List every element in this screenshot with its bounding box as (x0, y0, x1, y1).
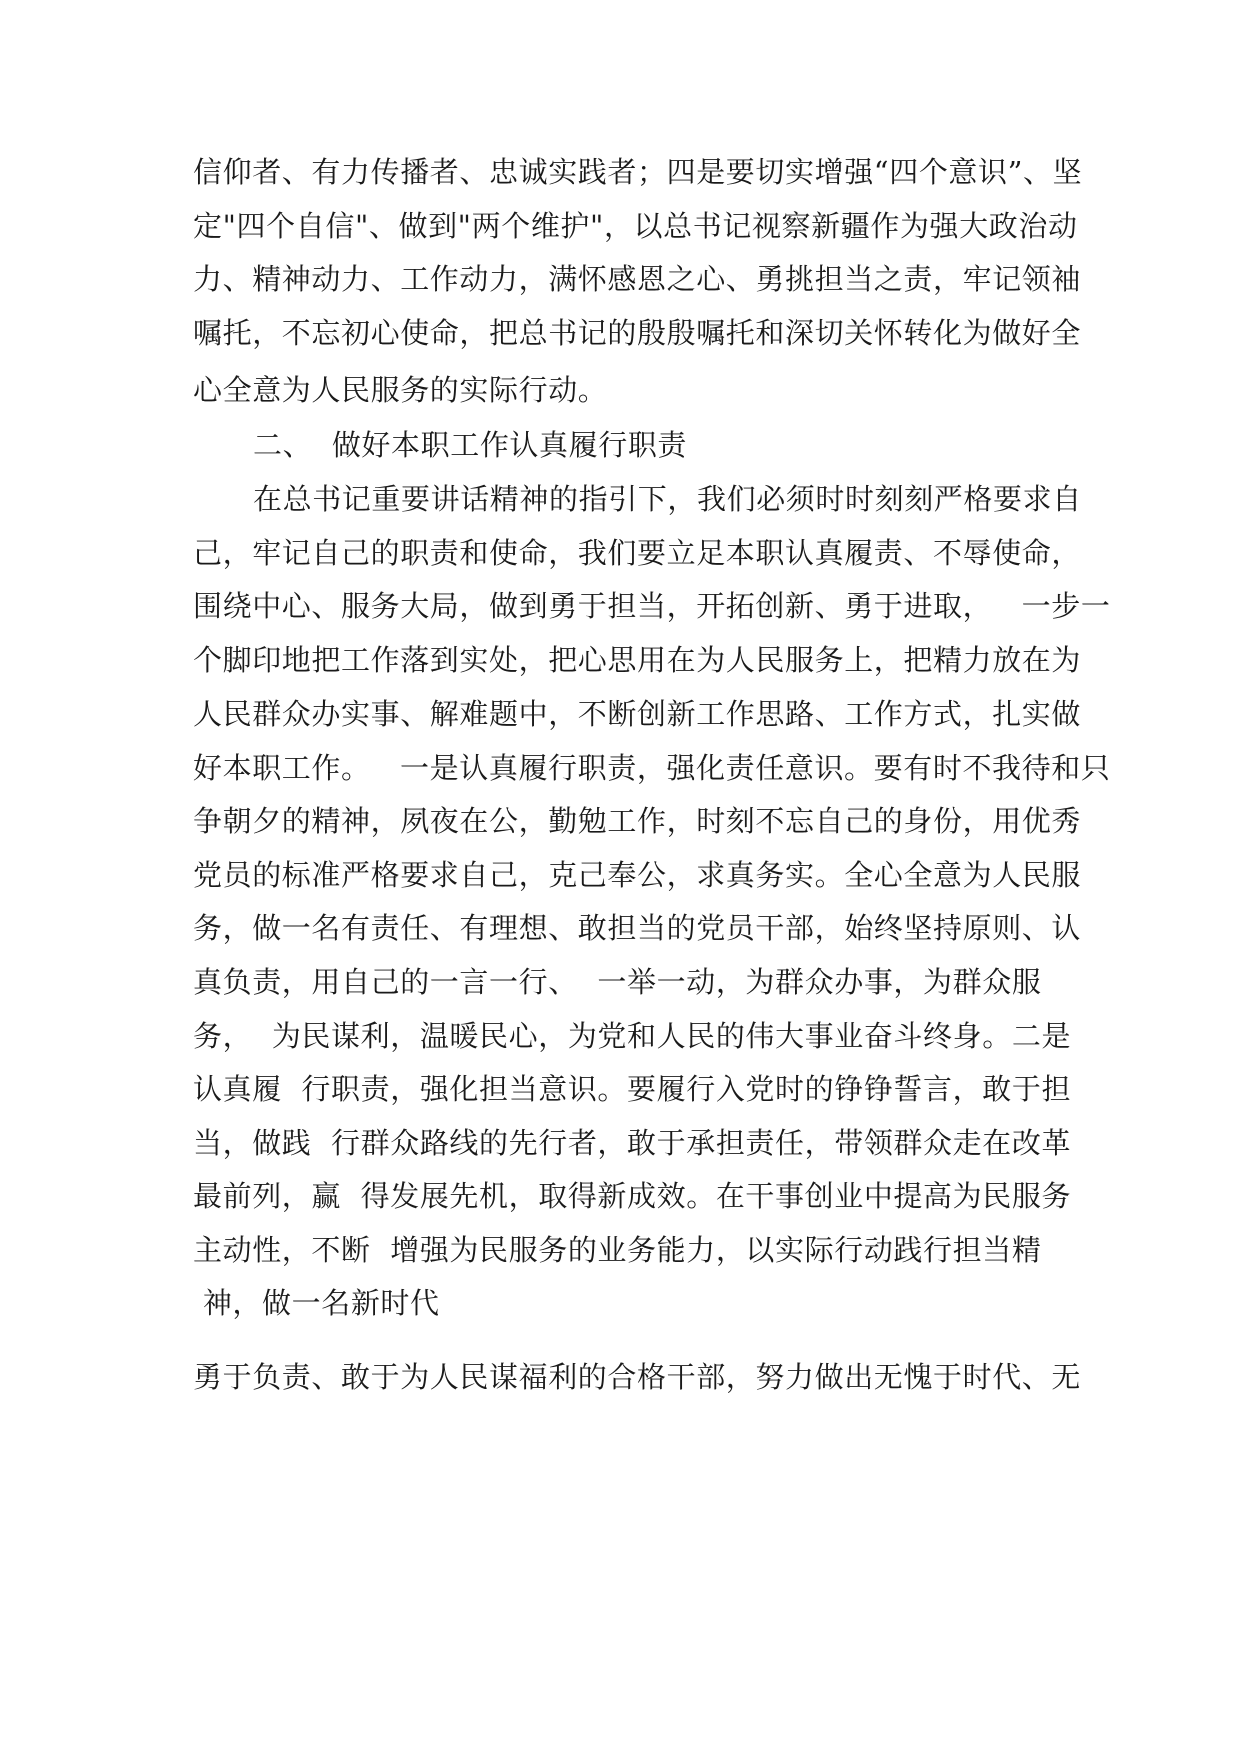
text-line: 当，做践 行群众路线的先行者，敢于承担责任，带领群众走在改革 (193, 1126, 1072, 1160)
text-line: 真负责，用自己的一言一行、 一举一动，为群众办事，为群众服 (193, 965, 1042, 999)
text-line: 信仰者、有力传播者、忠诚实践者；四是要切实增强“四个意识”、坚 (193, 155, 1083, 189)
text-line: 认真履 行职责，强化担当意识。要履行入党时的铮铮誓言，敢于担 (193, 1072, 1072, 1106)
text-line: 在总书记重要讲话精神的指引下，我们必须时时刻刻严格要求自 (253, 482, 1082, 516)
text-line: 党员的标准严格要求自己，克己奉公，求真务实。全心全意为人民服 (193, 858, 1082, 892)
text-line: 人民群众办实事、解难题中，不断创新工作思路、工作方式，扎实做 (193, 697, 1082, 731)
text-line: 争朝夕的精神，夙夜在公，勤勉工作，时刻不忘自己的身份，用优秀 (193, 804, 1082, 838)
text-line: 好本职工作。 一是认真履行职责，强化责任意识。要有时不我待和只 (193, 751, 1111, 785)
text-line: 神，做一名新时代 (193, 1286, 440, 1320)
text-line: 勇于负责、敢于为人民谋福利的合格干部，努力做出无愧于时代、无 (193, 1360, 1082, 1394)
text-line: 定"四个自信"、做到"两个维护"，以总书记视察新疆作为强大政治动 (193, 209, 1078, 243)
text-line: 己，牢记自己的职责和使命，我们要立足本职认真履责、不辱使命， (193, 536, 1082, 570)
text-line: 务， 为民谋利，温暖民心，为党和人民的伟大事业奋斗终身。二是 (193, 1019, 1072, 1053)
text-line: 主动性，不断 增强为民服务的业务能力，以实际行动践行担当精 (193, 1233, 1042, 1267)
text-line: 个脚印地把工作落到实处，把心思用在为人民服务上，把精力放在为 (193, 643, 1082, 677)
text-line: 力、精神动力、工作动力，满怀感恩之心、勇挑担当之责，牢记领袖 (193, 262, 1082, 296)
section-heading: 二、 做好本职工作认真履行职责 (253, 428, 688, 462)
text-line: 最前列，赢 得发展先机，取得新成效。在干事创业中提高为民服务 (193, 1179, 1072, 1213)
text-line: 务，做一名有责任、有理想、敢担当的党员干部，始终坚持原则、认 (193, 911, 1082, 945)
text-line: 围绕中心、服务大局，做到勇于担当，开拓创新、勇于进取， 一步一 (193, 589, 1111, 623)
text-line: 嘱托，不忘初心使命，把总书记的殷殷嘱托和深切关怀转化为做好全 (193, 316, 1082, 350)
text-line: 心全意为人民服务的实际行动。 (193, 373, 608, 407)
